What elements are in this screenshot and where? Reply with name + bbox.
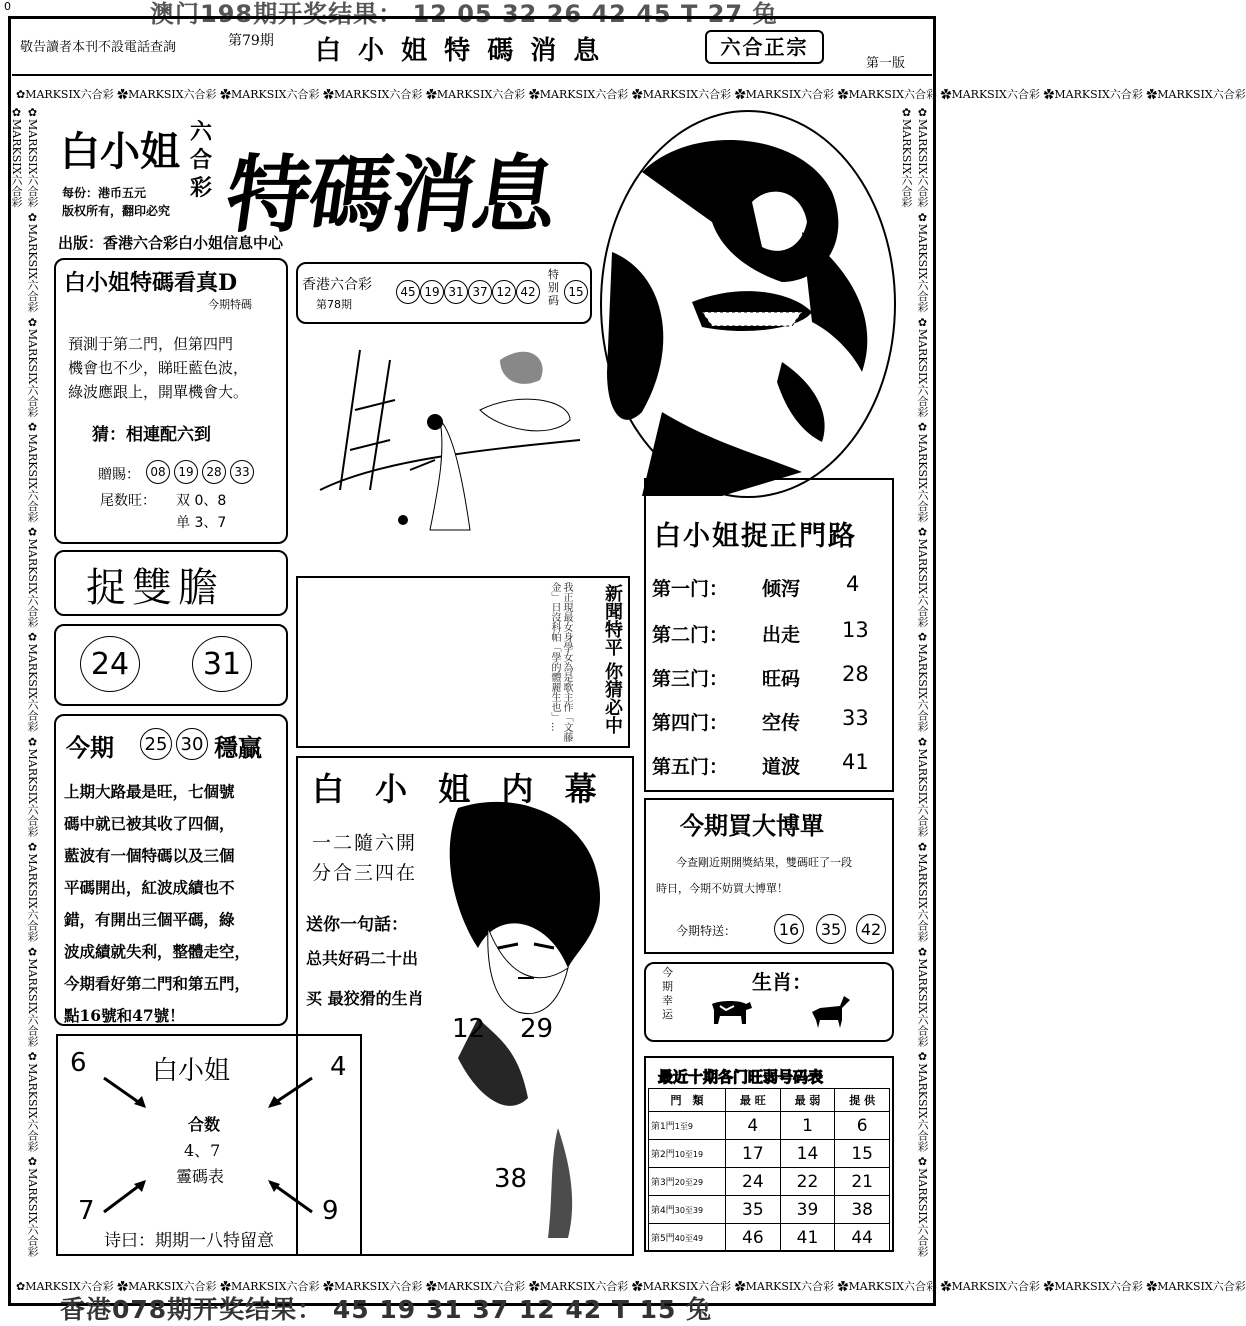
hk-special-ball: 15 [564, 280, 588, 304]
door-cell [649, 1196, 726, 1224]
win-line: 平碼開出，紅波成績也不 [64, 878, 235, 897]
door-word: 出走 [762, 624, 801, 646]
hk-ball: 12 [492, 280, 516, 304]
compass-poem: 诗曰：期期一八特留意 [104, 1231, 274, 1251]
bottom-decor-strip: ✿MARKSIX六合彩 ✿MARKSIX六合彩 ✿MARKSIX六合彩 ✿MARKSIX六合彩 ✿MARKSIX六合彩 ✿MARKSIX六合彩 ✿MARKSIX六合彩 ✿MARKSIX六合彩 ✿MARKSIX六合彩 ✿MARKSIX六合彩 ✿MARKSIX六合彩 ✿MARKSIX六合彩 [16, 1280, 1246, 1293]
give-cell: 38 [835, 1196, 890, 1224]
big-buy-title: 今期買大博單 [680, 812, 824, 840]
tail-double: 双 0、8 [176, 493, 227, 509]
stats-table-wrap [648, 1088, 890, 1252]
table-row [649, 1140, 890, 1168]
top-result-banner: 澳门198期开奖结果： 12 05 32 26 42 45 T 27 兔 [150, 0, 778, 28]
big-buy-ball: 16 [774, 914, 804, 944]
compass-sum-value: 4、7 [184, 1141, 221, 1160]
price-text: 每份：港币五元 [62, 186, 147, 200]
big-buy-ball: 35 [816, 914, 846, 944]
tail-single: 单 3、7 [176, 515, 227, 531]
win-text [64, 776, 286, 1032]
door-label: 第三门： [652, 668, 729, 690]
door-cell-range: 20至29 [674, 1178, 704, 1187]
door-label: 第五门： [652, 756, 729, 778]
inside-line-2: 分合三四在 [312, 862, 418, 884]
stats-header-row [649, 1089, 890, 1112]
edition-label: 第一版 [866, 56, 906, 71]
door-number: 41 [842, 750, 869, 774]
win-line: 上期大路最是旺，七個號 [64, 782, 235, 801]
horse-icon [806, 992, 854, 1032]
big-buy-ball: 42 [856, 914, 886, 944]
left-decor-strip: ✿MARKSIX六合彩 ✿MARKSIX六合彩 ✿MARKSIX六合彩 ✿MARKSIX六合彩 ✿MARKSIX六合彩 ✿MARKSIX六合彩 ✿MARKSIX六合彩 ✿MARKSIX六合彩 ✿MARKSIX六合彩 ✿MARKSIX六合彩 ✿MARKSIX六合彩 ✿MARKSIX六合彩 [10, 106, 39, 1257]
big-buy-send-label: 今期特送： [676, 924, 737, 938]
big-buy-text-2: 時日，今期不妨買大博單！ [656, 882, 788, 895]
max-cell: 24 [726, 1168, 781, 1196]
give-cell: 21 [835, 1168, 890, 1196]
door-cell-range: 1至9 [674, 1122, 693, 1131]
door-word: 旺码 [762, 668, 801, 690]
top-decor-strip: ✿MARKSIX六合彩 ✿MARKSIX六合彩 ✿MARKSIX六合彩 ✿MARKSIX六合彩 ✿MARKSIX六合彩 ✿MARKSIX六合彩 ✿MARKSIX六合彩 ✿MARKSIX六合彩 ✿MARKSIX六合彩 ✿MARKSIX六合彩 ✿MARKSIX六合彩 ✿MARKSIX六合彩 [16, 88, 1246, 101]
stats-header: 門 類 [649, 1089, 726, 1112]
inside-number-3: 38 [494, 1164, 528, 1194]
min-cell: 14 [780, 1140, 835, 1168]
win-line: 點16號和47號！ [64, 1006, 185, 1025]
compass-bottom-right: 9 [322, 1196, 339, 1226]
hk-result-label: 香港六合彩 [302, 277, 372, 293]
tip-guess: 猜：相連配六到 [92, 425, 211, 445]
max-cell: 4 [726, 1112, 781, 1140]
hk-ball: 37 [468, 280, 492, 304]
door-cell-label: 第2門 [651, 1150, 675, 1160]
compass-title: 白小姐 [152, 1056, 231, 1086]
win-suffix: 穩贏 [214, 733, 262, 762]
gift-ball: 28 [202, 460, 226, 484]
door-label: 第四门： [652, 712, 729, 734]
portrait-illustration [602, 112, 894, 496]
compass-top-left: 6 [70, 1048, 87, 1078]
stats-header: 最 旺 [726, 1089, 781, 1112]
masthead-badge: 六合正宗 [705, 30, 824, 64]
min-cell: 1 [780, 1112, 835, 1140]
brand-name: 白小姐 [60, 128, 180, 175]
door-word: 空传 [762, 712, 801, 734]
gift-balls [146, 460, 254, 484]
give-cell: 6 [835, 1112, 890, 1140]
gift-label: 贈賜： [98, 467, 140, 483]
stats-title: 最近十期各门旺弱号码表 [658, 1068, 824, 1086]
tail-label: 尾数旺： [100, 493, 156, 509]
min-cell: 39 [780, 1196, 835, 1224]
table-row [649, 1196, 890, 1224]
stats-table [648, 1088, 890, 1252]
door-number: 28 [842, 662, 869, 686]
door-cell-label: 第3門 [651, 1178, 675, 1188]
door-label: 第二门： [652, 624, 729, 646]
min-cell: 22 [780, 1168, 835, 1196]
inside-line-4: 总共好码二十出 [306, 949, 419, 968]
hk-ball: 19 [420, 280, 444, 304]
win-line: 藍波有一個特碼以及三個 [64, 846, 235, 865]
doors-title: 白小姐捉正門路 [654, 521, 857, 552]
gift-ball: 33 [230, 460, 254, 484]
notice-text: 敬告讀者本刊不設電話查詢 [20, 40, 177, 55]
max-cell: 17 [726, 1140, 781, 1168]
inside-line-5: 买 最狡猾的生肖 [306, 989, 424, 1008]
win-line: 錯，有開出三個平碼，綠 [64, 910, 235, 929]
compass-sum-label: 合数 [188, 1115, 221, 1134]
compass-table-label: 霻碼表 [176, 1167, 225, 1186]
double-pick-ball: 31 [192, 636, 252, 692]
inside-title: 白 小 姐 内 幕 [312, 770, 607, 808]
door-cell-label: 第1門 [651, 1122, 675, 1132]
door-label: 第一门： [652, 578, 729, 600]
masthead-title: 白 小 姐 特 碼 消 息 [315, 36, 604, 66]
door-cell-label: 第5門 [651, 1234, 675, 1244]
table-row [649, 1112, 890, 1140]
scene-illustration [300, 330, 600, 550]
news-box [296, 576, 630, 748]
big-buy-text-1: 今查剛近期開獎結果，雙碼旺了一段 [676, 856, 852, 869]
news-body: 我正現最女身學女為是歌主作「文藤金」日沒科帕「學的體麗生也」... [549, 582, 572, 742]
give-cell: 15 [835, 1140, 890, 1168]
win-ball: 25 [140, 728, 172, 760]
tip-panel-text [68, 332, 248, 404]
door-cell-range: 40至49 [674, 1234, 704, 1243]
zodiac-side-label: 今期幸运 [662, 966, 673, 1021]
hk-ball: 42 [516, 280, 540, 304]
hk-special-label: 特别码 [548, 268, 559, 307]
right-decor-strip: ✿MARKSIX六合彩 ✿MARKSIX六合彩 ✿MARKSIX六合彩 ✿MARKSIX六合彩 ✿MARKSIX六合彩 ✿MARKSIX六合彩 ✿MARKSIX六合彩 ✿MARKSIX六合彩 ✿MARKSIX六合彩 ✿MARKSIX六合彩 ✿MARKSIX六合彩 ✿MARKSIX六合彩 [900, 106, 929, 1257]
compass-bottom-left: 7 [78, 1196, 95, 1226]
door-cell [649, 1224, 726, 1252]
double-pick-title: 捉雙膽 [86, 565, 224, 611]
table-row [649, 1168, 890, 1196]
brand-side: 六合彩 [190, 119, 213, 201]
news-heading: 新聞特平 你猜必中 [602, 584, 623, 735]
table-row [649, 1224, 890, 1252]
inside-line-1: 一二隨六開 [312, 832, 418, 854]
inside-number-1: 12 [452, 1014, 486, 1044]
gift-ball: 19 [174, 460, 198, 484]
min-cell: 41 [780, 1224, 835, 1252]
max-cell: 35 [726, 1196, 781, 1224]
zodiac-title: 生肖： [752, 970, 812, 994]
copyright-text: 版权所有，翻印必究 [62, 204, 171, 218]
ox-icon [706, 994, 754, 1032]
door-cell-range: 10至19 [674, 1150, 704, 1159]
door-number: 13 [842, 618, 869, 642]
win-line: 碼中就已被其收了四個， [64, 814, 235, 833]
door-cell [649, 1168, 726, 1196]
tip-line: 機會也不少，睇旺藍色波， [68, 359, 249, 377]
stats-header: 最 弱 [780, 1089, 835, 1112]
stats-header: 提 供 [835, 1089, 890, 1112]
door-cell [649, 1112, 726, 1140]
hk-ball: 45 [396, 280, 420, 304]
gift-ball: 08 [146, 460, 170, 484]
win-line: 波成績就失利，整體走空， [64, 942, 251, 961]
door-number: 4 [846, 572, 860, 596]
double-pick-ball: 24 [80, 636, 140, 692]
portrait-oval [600, 110, 896, 498]
inside-line-3: 送你一句話： [306, 915, 408, 935]
tip-line: 綠波應跟上，開單機會大。 [68, 383, 249, 401]
door-word: 倾泻 [762, 578, 801, 600]
left-page-mark: 0 [4, 0, 11, 13]
inside-number-2: 29 [520, 1014, 554, 1044]
door-number: 33 [842, 706, 869, 730]
give-cell: 44 [835, 1224, 890, 1252]
hk-result-balls [396, 280, 540, 304]
publisher-text: 出版：香港六合彩白小姐信息中心 [58, 234, 284, 252]
door-word: 道波 [762, 756, 801, 778]
door-cell-range: 30至39 [674, 1206, 704, 1215]
tip-panel-title: 白小姐特碼看真D [64, 270, 238, 296]
hk-result-issue: 第78期 [316, 298, 352, 311]
bottom-result-banner: 香港078期开奖结果： 45 19 31 37 12 42 T 15 兔 [60, 1295, 713, 1324]
big-title: 特碼消息 [220, 145, 563, 244]
tip-panel-subtitle: 今期特碼 [208, 298, 252, 311]
tip-line: 預測于第二門，但第四門 [68, 335, 234, 353]
win-prefix: 今期 [66, 733, 114, 762]
door-cell-label: 第4門 [651, 1206, 675, 1216]
win-ball: 30 [176, 728, 208, 760]
compass-top-right: 4 [330, 1052, 347, 1082]
door-cell [649, 1140, 726, 1168]
max-cell: 46 [726, 1224, 781, 1252]
hk-ball: 31 [444, 280, 468, 304]
issue-number: 第79期 [228, 33, 274, 49]
win-line: 今期看好第二門和第五門， [64, 974, 251, 993]
